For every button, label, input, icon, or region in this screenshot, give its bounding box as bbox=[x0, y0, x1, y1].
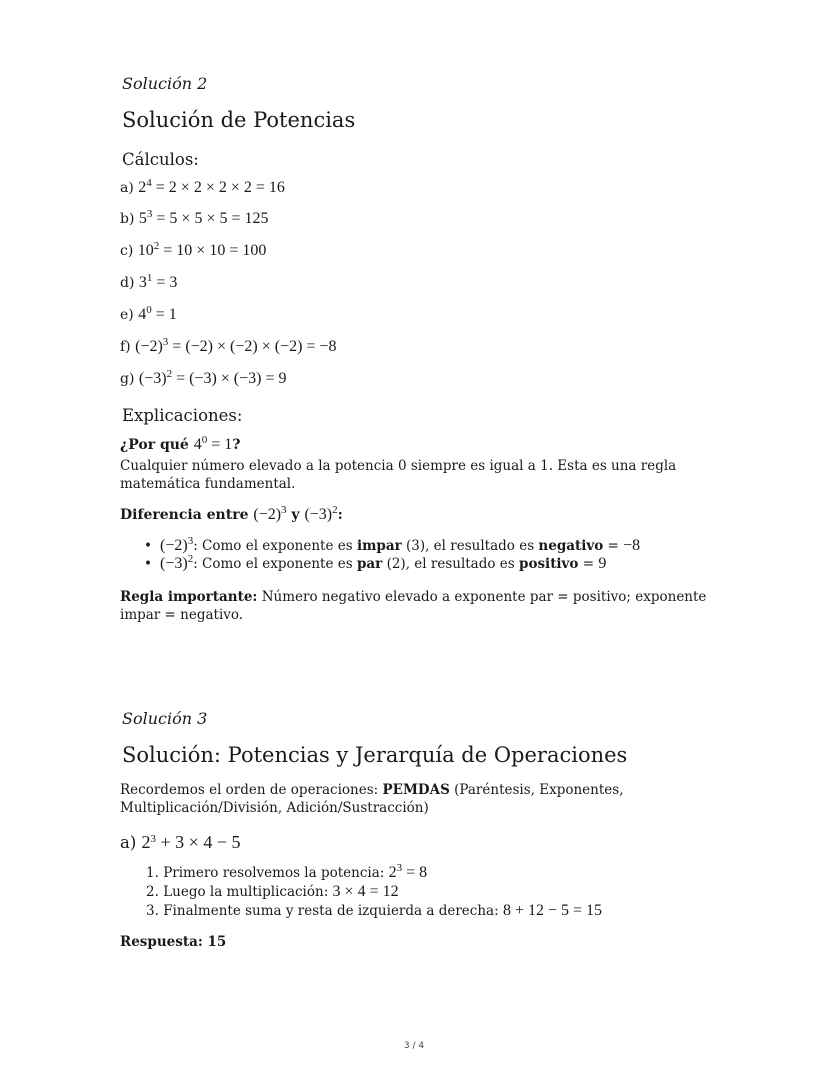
list-item: 1. Primero resolvemos la potencia: $2^3 = 8$ bbox=[146, 862, 428, 881]
explanations-heading: Explicaciones: bbox=[122, 406, 243, 425]
calc-line-d: d) $3^1 = 3$ bbox=[120, 272, 178, 291]
calc-line-g: g) $(-3)^2 = (-3) \times (-3) = 9$ bbox=[120, 368, 287, 387]
solution-2-title: Solución de Potencias bbox=[122, 108, 356, 132]
why-question: ¿Por qué $4^0 = 1$? bbox=[120, 434, 241, 453]
calc-line-b: b) $5^3 = 5 \times 5 \times 5 = 125$ bbox=[120, 208, 269, 227]
list-item: 3. Finalmente suma y resta de izquierda a derecha: 8 + 12 − 5 = 15 bbox=[146, 902, 603, 919]
list-item: • $(-2)^3$: Como el exponente es impar (3), el resultado es negativo = −8 bbox=[144, 535, 641, 554]
difference-heading: Diferencia entre $(-2)^3$ y $(-3)^2$: bbox=[120, 504, 343, 523]
calc-line-c: c) $10^2 = 10 \times 10 = 100$ bbox=[120, 240, 267, 259]
why-answer: Cualquier número elevado a la potencia 0 siempre es igual a 1. Esta es una regla matemática fundamental. bbox=[120, 458, 677, 492]
solution-3-title: Solución: Potencias y Jerarquía de Operaciones bbox=[122, 743, 628, 767]
calculations-heading: Cálculos: bbox=[122, 150, 199, 169]
solution-3-label: Solución 3 bbox=[122, 709, 208, 728]
calc-line-f: f) $(-2)^3 = (-2) \times (-2) \times (-2) = -8$ bbox=[120, 336, 337, 355]
list-item: 2. Luego la multiplicación: 3 × 4 = 12 bbox=[146, 883, 399, 900]
page-number: 3 / 4 bbox=[403, 1041, 425, 1051]
important-rule: Regla importante: Número negativo elevado a exponente par = positivo; exponente impar = negativo. bbox=[120, 589, 707, 623]
calc-line-e: e) $4^0 = 1$ bbox=[120, 304, 177, 323]
list-item: • $(-3)^2$: Como el exponente es par (2), el resultado es positivo = 9 bbox=[144, 553, 607, 572]
calc-line-a: a) $2^4 = 2 \times 2 \times 2 \times 2 = 16$ bbox=[120, 177, 285, 196]
solution-2-label: Solución 2 bbox=[122, 74, 208, 93]
exercise-a-heading: a) $2^3 + 3 \times 4 - 5$ bbox=[120, 832, 241, 852]
pemdas-intro: Recordemos el orden de operaciones: PEMDAS (Paréntesis, Exponentes, Multiplicación/División, Adición/Sustracción) bbox=[120, 782, 624, 816]
answer: Respuesta: 15 bbox=[120, 934, 227, 950]
